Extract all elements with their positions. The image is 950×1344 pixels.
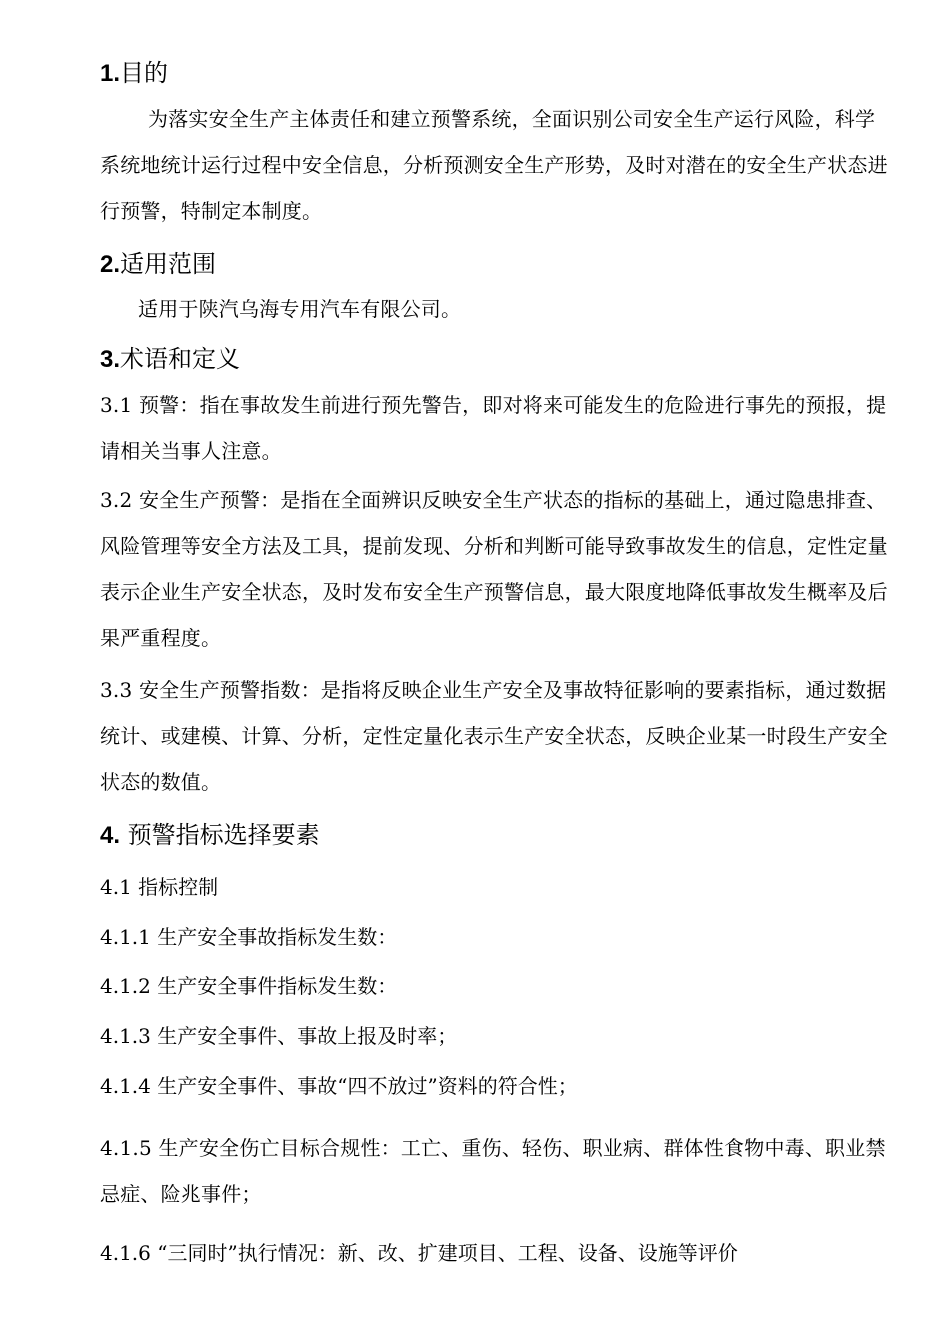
definition-3-3: 3.3 安全生产预警指数：是指将反映企业生产安全及事故特征影响的要素指标，通过数据统计、或建模、计算、分析，定性定量化表示生产安全状态，反映企业某一时段生产安全状态的数值。 — [100, 678, 888, 794]
section-2-number: 2. — [100, 251, 121, 278]
section-3-number: 3. — [100, 346, 121, 373]
item-4-1-1: 4.1.1 生产安全事故指标发生数： — [100, 925, 398, 949]
section-1-heading — [100, 57, 168, 90]
section-4-heading — [100, 819, 320, 852]
section-1-title: 目的 — [120, 59, 169, 87]
section-2-body: 适用于陕汽乌海专用汽车有限公司。 — [138, 297, 462, 321]
section-1-number: 1. — [100, 60, 121, 87]
section-1-body: 为落实安全生产主体责任和建立预警系统，全面识别公司安全生产运行风险，科学系统地统计运行过程中安全信息，分析预测安全生产形势，及时对潜在的安全生产状态进行预警，特制定本制度。 — [100, 107, 888, 223]
section-4-title: 预警指标选择要素 — [120, 821, 320, 849]
section-4-number: 4. — [100, 822, 121, 849]
definition-3-1: 3.1 预警：指在事故发生前进行预先警告，即对将来可能发生的危险进行事先的预报，提请相关当事人注意。 — [100, 393, 887, 463]
item-4-1-3: 4.1.3 生产安全事件、事故上报及时率； — [100, 1024, 458, 1048]
section-2-title: 适用范围 — [120, 250, 217, 278]
item-4-1-5: 4.1.5 生产安全伤亡目标合规性：工亡、重伤、轻伤、职业病、群体性食物中毒、职业禁忌症、险兆事件； — [100, 1136, 886, 1206]
item-4-1: 4.1 指标控制 — [100, 875, 219, 899]
section-2-heading — [100, 248, 216, 281]
item-4-1-2: 4.1.2 生产安全事件指标发生数： — [100, 974, 398, 998]
item-4-1-6: 4.1.6 “三同时”执行情况：新、改、扩建项目、工程、设备、设施等评价 — [100, 1241, 738, 1265]
item-4-1-4: 4.1.4 生产安全事件、事故“四不放过”资料的符合性； — [100, 1074, 578, 1098]
definition-3-2: 3.2 安全生产预警：是指在全面辨识反映安全生产状态的指标的基础上，通过隐患排查、风险管理等安全方法及工具，提前发现、分析和判断可能导致事故发生的信息，定性定量表示企业生产安全状态，及时发布安全生产预警信息，最大限度地降低事故发生概率及后果严重程度。 — [100, 488, 888, 650]
section-3-title: 术语和定义 — [120, 345, 241, 373]
section-3-heading — [100, 343, 240, 376]
